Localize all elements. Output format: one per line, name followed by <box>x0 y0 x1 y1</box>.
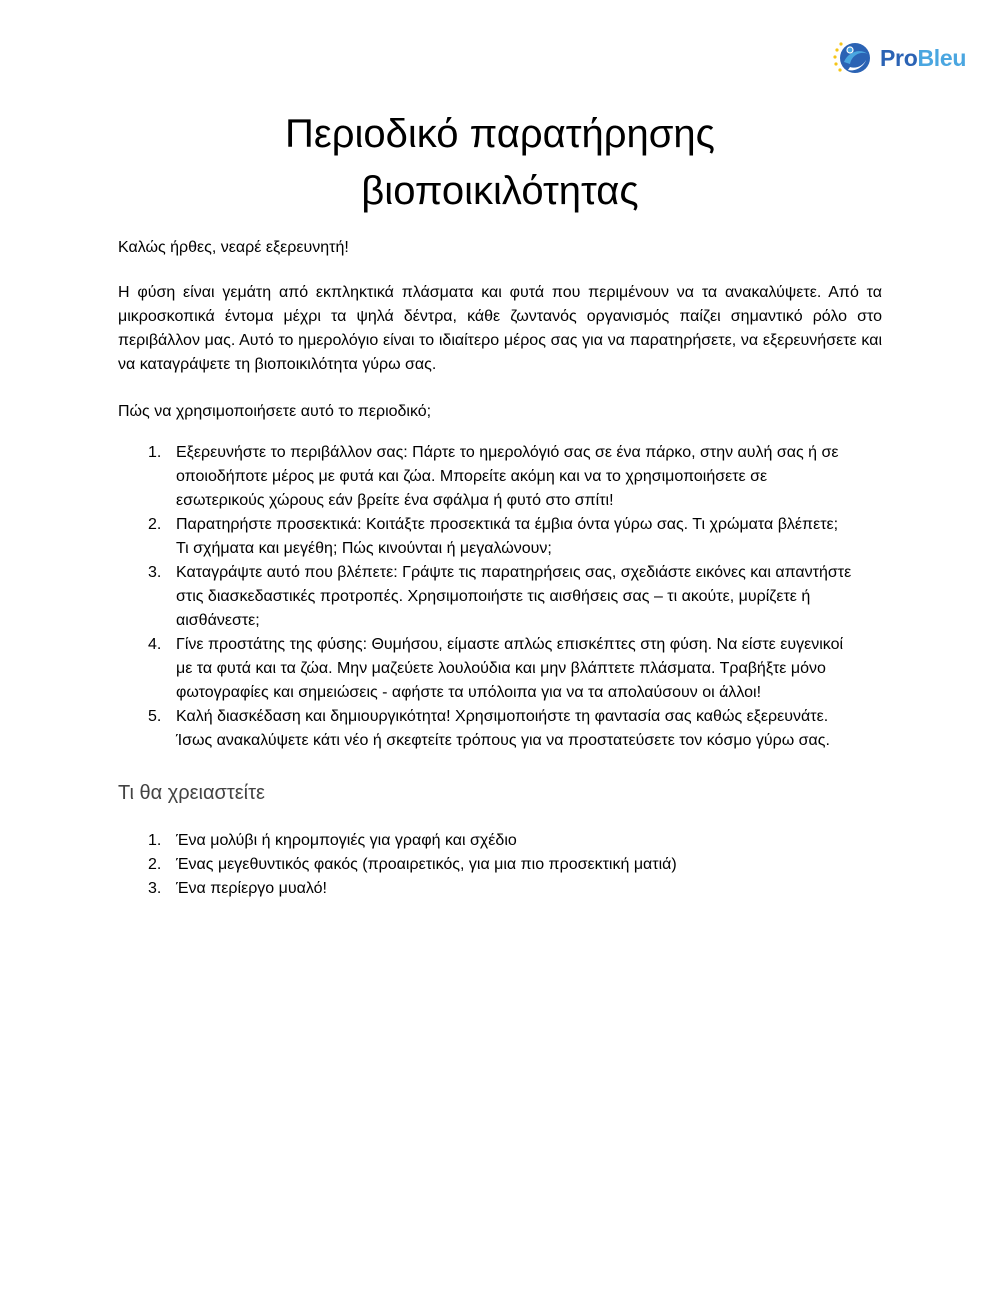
list-item <box>118 441 882 513</box>
list-number: 4. <box>148 636 162 653</box>
list-item <box>118 633 882 705</box>
greeting: Καλώς ήρθες, νεαρέ εξερευνητή! <box>118 239 349 256</box>
logo-wordmark <box>880 36 966 80</box>
needs-heading: Τι θα χρειαστείτε <box>118 782 265 804</box>
list-item-text: Ένας μεγεθυντικός φακός (προαιρετικός, για μια πιο προσεκτική ματιά) <box>176 856 677 873</box>
logo-text-bleu: Bleu <box>917 45 967 71</box>
list-number: 2. <box>148 516 162 533</box>
list-item <box>118 853 882 877</box>
list-item <box>118 877 882 901</box>
list-number: 2. <box>148 856 162 873</box>
logo-text-pro: Pro <box>880 45 918 71</box>
title-line-2: βιοποικιλότητας <box>361 169 639 213</box>
list-number: 5. <box>148 708 162 725</box>
intro-paragraph: Η φύση είναι γεμάτη από εκπληκτικά πλάσματα και φυτά που περιμένουν να τα ανακαλύψετε. Από τα μικροσκοπικά έντομα μέχρι τα ψηλά δέντρα, κάθε ζωντανός οργανισμός παίζει σημαντικό ρόλο στο περιβάλλον μας. Αυτό το ημερολόγιο είναι το ιδιαίτερο μέρος σας για να παρατηρήσετε, να εξερευνήσετε και να καταγράψετε τη βιοποικιλότητα γύρω σας. <box>118 284 882 373</box>
probleu-logo <box>830 36 980 80</box>
list-item-text: Ένα μολύβι ή κηρομπογιές για γραφή και σχέδιο <box>176 832 517 849</box>
needs-list <box>118 829 882 901</box>
list-number: 3. <box>148 880 162 897</box>
howto-heading: Πώς να χρησιμοποιήσετε αυτό το περιοδικό; <box>118 403 432 420</box>
list-item-text: Καλή διασκέδαση και δημιουργικότητα! Χρησιμοποιήστε τη φαντασία σας καθώς εξερευνάτε. Ίσως ανακαλύψετε κάτι νέο ή σκεφτείτε τρόπους για να προστατεύσετε τον κόσμο γύρω σας. <box>176 708 830 749</box>
document-body <box>118 236 882 901</box>
title-line-1: Περιοδικό παρατήρησης <box>285 112 715 156</box>
list-number: 1. <box>148 832 162 849</box>
list-item <box>118 705 882 753</box>
list-item <box>118 513 882 561</box>
list-number: 3. <box>148 564 162 581</box>
document-title <box>118 106 882 220</box>
probleu-emblem-icon <box>830 36 876 80</box>
list-number: 1. <box>148 444 162 461</box>
list-item-text: Καταγράψτε αυτό που βλέπετε: Γράψτε τις παρατηρήσεις σας, σχεδιάστε εικόνες και απαντήστε στις διασκεδαστικές προτροπές. Χρησιμοποιήστε τις αισθήσεις σας – τι ακούτε, μυρίζετε ή αισθάνεστε; <box>176 564 852 629</box>
howto-list <box>118 441 882 753</box>
list-item-text: Παρατηρήστε προσεκτικά: Κοιτάξτε προσεκτικά τα έμβια όντα γύρω σας. Τι χρώματα βλέπετε; Τι σχήματα και μεγέθη; Πώς κινούνται ή μεγαλώνουν; <box>176 516 839 557</box>
list-item <box>118 829 882 853</box>
list-item-text: Ένα περίεργο μυαλό! <box>176 880 327 897</box>
list-item-text: Γίνε προστάτης της φύσης: Θυμήσου, είμαστε απλώς επισκέπτες στη φύση. Να είστε ευγενικοί με τα φυτά και τα ζώα. Μην μαζεύετε λουλούδια και μην βλάπτετε πλάσματα. Τραβήξτε μόνο φωτογραφίες και σημειώσεις - αφήστε τα υπόλοιπα για να τα απολαύσουν οι άλλοι! <box>176 636 844 701</box>
list-item <box>118 561 882 633</box>
list-item-text: Εξερευνήστε το περιβάλλον σας: Πάρτε το ημερολόγιό σας σε ένα πάρκο, στην αυλή σας ή σε οποιοδήποτε μέρος με φυτά και ζώα. Μπορείτε ακόμη και να το χρησιμοποιήσετε σε εσωτερικούς χώρους εάν βρείτε ένα σφάλμα ή φυτό στο σπίτι! <box>176 444 839 509</box>
